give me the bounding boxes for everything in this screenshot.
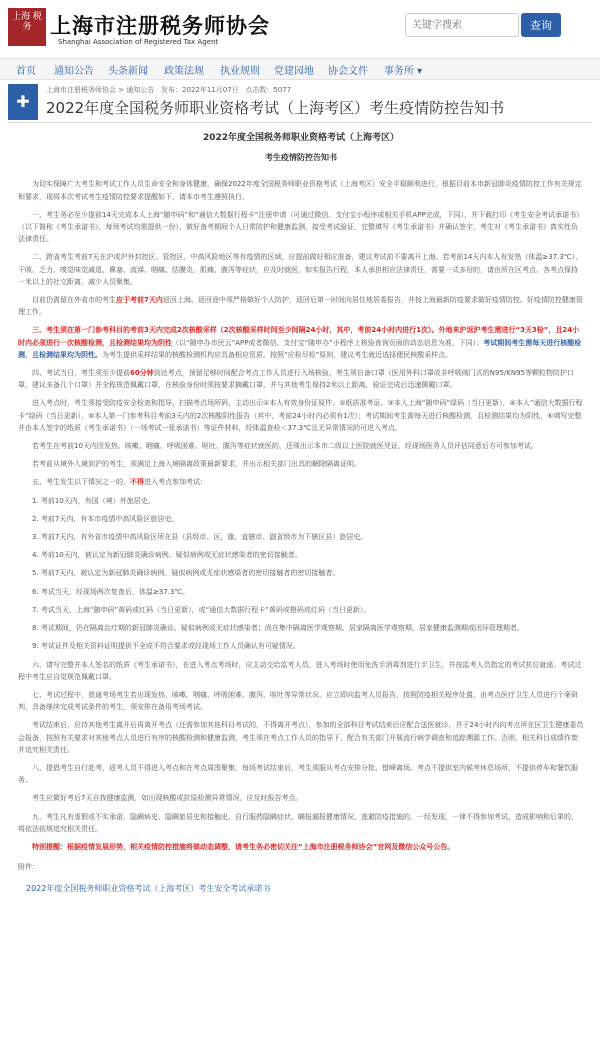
breadcrumb[interactable]: 上海市注册税务师协会 > 通知公告 <box>46 86 155 94</box>
notice-label: 特别提醒： <box>32 842 67 851</box>
site-name-cn: 上海市注册税务师协会 <box>50 13 270 38</box>
paragraph: 二、跨省考生考前7天在沪或沪外封控区、管控区、中高风险地区等有疫情的区域，应提前做好相应准备，建议考试前不要离开上海。若考前14天内本人有发热（体温≥37.3℃）、干咳、乏力、嗅觉味觉减退、鼻塞、流涕、咽痛、结膜炎、肌痛、腹泻等症状，应及时就医，如实报告行程，本人承担相应法律责任，需要一式多份的，请由所在区考点、各考点保持一米以上的社交距离，减少人员聚集。 <box>18 253 583 286</box>
text: 好疫情防控健康管理工作。 <box>18 296 583 317</box>
list-item: 4. 考前10天内，被认定为新冠肺炎确诊病例、疑似病例或无症状感染者的密切接触者。 <box>32 551 302 560</box>
highlight: 考试期间考生需每天进行核酸检测，且检测结果均为阴性。 <box>18 338 582 359</box>
attachment-label: 附件： <box>18 863 39 872</box>
text: 为考生提供采样结果的核酸检测机构应具备相应资质。按照“应检尽检”原则，建议考生就近选择便民核酸采样点。 <box>102 350 453 359</box>
view-count: 点击数：5077 <box>245 86 292 94</box>
paragraph: 考生应做好考后7天自我健康监测，如出现核酸或抗原检测异常情况，应及时报告考点。 <box>32 794 303 803</box>
search-input[interactable] <box>405 13 519 37</box>
nav-policy[interactable]: 政策法规 <box>164 66 204 77</box>
paragraph: 考试结束后，应待其他考生离开后再离开考点（还需参加其他科目考试的，不得离开考点），参加的全部科目考试结束后应配合送医就诊，并于24小时内向考点所在区卫生健康委员会报备，按照有关要求对其他考点人员进行有序的核酸检测和健康监测，考生须在考点工作人员的指导下，配合有关部门开展流行病学调查和追踪溯源工作。否则，相关科目成绩作废并追究相关责任。 <box>18 721 584 754</box>
article-meta <box>46 85 291 95</box>
highlight: 不得 <box>130 478 144 487</box>
paragraph: 六、请写完整并本人签名的纸质《考生承诺书》，在进入考点考场时，应主动交给监考人员。进入考场时使用免洗手消毒剂进行手卫生，并按监考人员指定的考试机位就座。考试过程中考生应自觉规范佩戴口罩。 <box>18 660 582 681</box>
paragraph: 八、提倡考生自行赴考，返考人员不得进入考点和在考点周围聚集，每场考试结束后，考生须服从考点安排分批、错峰离场。考点不提供室内候考休息场所，不提供停车和餐饮服务。 <box>18 763 578 785</box>
paragraph: 进入考点时，考生须接受防疫安全检查和指导，扫描考点场所码，主动出示①本人有效身份证原件、②纸质准考证、③本人上海“随申码”绿码（当日更新），④本人“通信大数据行程卡”绿码（当日更新），⑤本人第一门参考科目考前3天内的2次核酸阴性报告（其中，考前24小时内必须有1次）；考试期间考生需每天进行核酸检测，且检测结果均为阴性，⑥填写完整并由本人签字的纸质《考生承诺书》（一场考试一张承诺书）等证件材料，经体温查检＜37.3℃且无异常情况的可进入考点。 <box>18 399 583 432</box>
paragraph: 九、考生凡有虚假或不实承诺、隐瞒病史、隐瞒旅居史和接触史、自行服药隐瞒症状、瞒报漏报健康情况、逃避防疫措施的，一经发现，一律不得参加考试，造成影响和后果的，将依法依规追究相关责任。 <box>18 812 578 833</box>
site-name-en: Shanghai Association of Registered Tax Agent <box>58 38 219 46</box>
list-item: 8. 考试期间，仍在隔离治疗期的新冠肺炎确诊、疑似病例或无症状感染者；尚在集中隔离医学观察期、居家隔离医学观察期、居家健康监测期或闭环管理期者。 <box>32 624 524 633</box>
text: 五、考生发生以下情况之一的， <box>32 478 130 487</box>
paragraph: 若考生在考前10天内因发热、咳嗽、咽痛、呼吸困难、呕吐、腹泻等症状就医的，还须出示本市二级以上医院就医凭证，经现场医务人员评估同意后方可参加考试。 <box>32 442 538 451</box>
page-title: 2022年度全国税务师职业资格考试（上海考区）考生疫情防控告知书 <box>46 99 505 117</box>
paragraph <box>18 294 584 318</box>
highlight: 三、考生须在第一门参考科目的考前3天内完成2次核酸采样（2次核酸采样时间至少间隔24小时，其中，考前24小时内进行1次）。外地来沪返沪考生需进行“3天3检”，且24小时内必须进行一次核酸检测，且检测结果均为阴性 <box>18 326 580 347</box>
nav-headlines[interactable]: 头条新闻 <box>108 66 148 77</box>
highlight: 60分钟 <box>130 369 154 378</box>
paragraph <box>18 476 584 488</box>
publish-date: 发布：2022年11月07日 <box>161 86 239 94</box>
nav-practice-rules[interactable]: 执业规则 <box>220 66 260 77</box>
text: （以“随申办市民云”APP或者微信、支付宝“随申办”小程序上核验查询页面的动态信息为准，下同）； <box>172 338 484 347</box>
notice-text: 根据疫情发展形势，相关疫情防控措施将做动态调整，请考生务必密切关注“上海市注册税务师协会”官网及微信公众号公告。 <box>67 842 455 851</box>
paragraph: 一、考生务必至少提前14天完成本人上海“随申码”和“通信大数据行程卡”注册申请（可通过微信、支付宝小程序或相关手机APP完成，下同），并下载打印《考生安全考试承诺书》（以下简称《考生承诺书》，每场考试均需提供一份），做好备考期间个人日常防护和健康监测，接受考试验证、完整填写《考生承诺书》并确认签字，考生对《考生承诺书》真实性负法律责任。 <box>18 210 584 244</box>
nav-home[interactable]: 首页 <box>16 66 36 77</box>
pin-icon: ✚ <box>8 84 38 120</box>
attachment-link[interactable]: 2022年度全国税务师职业资格考试（上海考区）考生安全考试承诺书 <box>26 884 271 894</box>
site-logo[interactable]: 上海 税务 <box>8 8 46 46</box>
text: 返回上海。返回途中须严格做好个人防护，返回后第一时间向居住地居委报告，并按上海最新防疫要求做好疫情防控。 <box>162 296 527 305</box>
article-body <box>18 128 584 896</box>
paragraph <box>18 324 584 361</box>
list-item: 6. 考试当天，经现场两次复查后，体温≥37.3℃。 <box>32 587 190 596</box>
nav-firms[interactable]: 事务所 ▾ <box>384 66 423 77</box>
doc-subtitle: 考生疫情防控告知书 <box>265 153 337 163</box>
site-header <box>0 0 600 52</box>
main-nav <box>0 58 600 80</box>
divider <box>8 122 592 123</box>
search-button[interactable]: 查询 <box>521 13 561 37</box>
paragraph: 若考前从境外入境到沪的考生，须满足上海入境隔离政策最新要求，并出示相关部门出具的解除隔离证明。 <box>32 460 361 469</box>
paragraph: 为切实保障广大考生和考试工作人员生命安全和身体健康，确保2022年度全国税务师职业资格考试（上海考区）安全平稳顺利进行，根据目前本市新冠肺炎疫情防控工作有关规定和要求，现将本次考试考生疫情防控要求提醒如下，请本市考生遵照执行。 <box>18 180 582 201</box>
special-notice <box>18 841 584 853</box>
article-header <box>8 84 592 122</box>
highlight: 应于考前7天内 <box>116 296 163 305</box>
paragraph <box>18 367 584 391</box>
doc-title: 2022年度全国税务师职业资格考试（上海考区） <box>202 133 400 143</box>
list-item: 2. 考前7天内，有本市疫情中高风险区旅居史。 <box>32 514 179 523</box>
nav-notices[interactable]: 通知公告 <box>54 66 94 77</box>
text: 进入考点参加考试： <box>144 478 207 487</box>
text: 四、考试当日，考生须至少提前 <box>32 369 130 378</box>
paragraph: 七、考试过程中，普通考场考生若出现发热、咳嗽、咽痛、呼吸困难、腹泻、呕吐等异常状况，应立即向监考人员报告，按照防疫相关程序处置，由考点医疗卫生人员进行个案研判，具备继续完成考试条件的考生，须安排在备用考场考试。 <box>18 690 578 712</box>
list-item: 3. 考前7天内，有外省市疫情中高风险区所在县（县级市、区，旗，直辖市、副省级市为下辖区县）旅居史。 <box>32 533 368 542</box>
list-item: 5. 考前7天内，被认定为新冠肺炎确诊病例、疑似病例或无症状感染者的密切接触者的密切接触者。 <box>32 569 340 578</box>
list-item: 7. 考试当天，上海“随申码”黄码或红码（当日更新），或“通信大数据行程卡”黄码或橙码或红码（当日更新）。 <box>32 605 371 614</box>
nav-party[interactable]: 党建园地 <box>274 66 314 77</box>
list-item: 1. 考前10天内，有国（境）外旅居史。 <box>32 496 155 505</box>
list-item: 9. 考试证件及相关资料证明提供不全或不符合要求或经现场工作人员确认有可疑情况。 <box>32 642 300 651</box>
nav-documents[interactable]: 协会文件 <box>328 66 368 77</box>
text: 到达考点，预留足够时间配合考点工作人员进行入场核验。考生须自备口罩（医用外科口罩或非呼吸阀门式的N95/KN95等颗粒物防护口罩，建议多备几个口罩）并全程规范佩戴口罩，在核验身份时须按要求摘戴口罩，并与其他考生保持2米以上距离，验证完成后迅速佩戴口罩。 <box>18 369 574 390</box>
text: 目前仍需留在外省市的考生 <box>32 296 116 305</box>
